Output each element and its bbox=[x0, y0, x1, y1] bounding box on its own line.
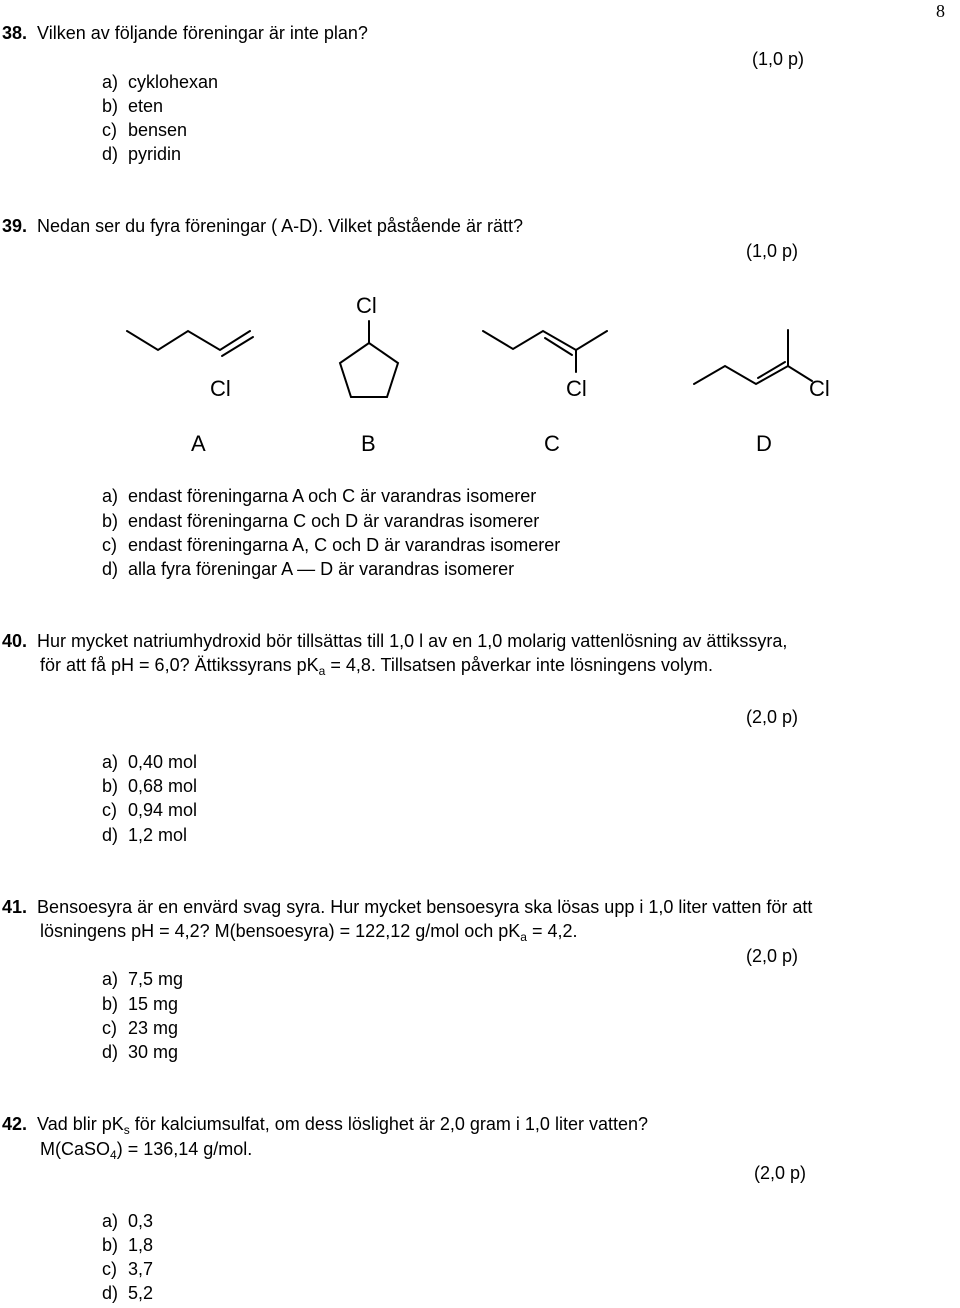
question-text: Vilken av följande föreningar är inte plan? bbox=[37, 23, 368, 43]
option-label: c) bbox=[102, 800, 117, 820]
cyclopentane-ring bbox=[340, 343, 398, 397]
subscript: a bbox=[520, 930, 527, 944]
text-segment: ) = 136,14 g/mol. bbox=[116, 1139, 253, 1159]
option-c bbox=[102, 1019, 178, 1037]
question-number: 39. bbox=[2, 216, 28, 236]
question-text: Nedan ser du fyra föreningar ( A-D). Vilket påstående är rätt? bbox=[37, 216, 523, 236]
option-text: 15 mg bbox=[128, 994, 179, 1014]
option-label: b) bbox=[102, 1235, 119, 1255]
option-a bbox=[102, 970, 183, 988]
option-label: c) bbox=[102, 120, 117, 140]
question-text: Hur mycket natriumhydroxid bör tillsättas till 1,0 l av en 1,0 molarig vattenlösning av ättikssyra, bbox=[37, 631, 788, 651]
carbon-chain bbox=[694, 366, 812, 384]
option-text: alla fyra föreningar A — D är varandras isomerer bbox=[128, 559, 515, 579]
option-text: 0,68 mol bbox=[128, 776, 198, 796]
option-label: b) bbox=[102, 776, 119, 796]
option-label: a) bbox=[102, 486, 119, 506]
option-label: b) bbox=[102, 96, 119, 116]
structures-figure bbox=[0, 280, 960, 460]
structure-label-d: D bbox=[756, 431, 772, 456]
option-b bbox=[102, 777, 197, 795]
option-label: a) bbox=[102, 969, 119, 989]
option-text: endast föreningarna C och D är varandras isomerer bbox=[128, 511, 540, 531]
option-b bbox=[102, 995, 178, 1013]
option-text: 0,94 mol bbox=[128, 800, 198, 820]
option-label: d) bbox=[102, 144, 119, 164]
structure-label-b: B bbox=[361, 431, 376, 456]
points: (1,0 p) bbox=[746, 241, 799, 261]
option-text: pyridin bbox=[128, 144, 182, 164]
option-d bbox=[102, 1043, 178, 1061]
option-a bbox=[102, 753, 197, 771]
option-text: 30 mg bbox=[128, 1042, 179, 1062]
option-b bbox=[102, 97, 163, 115]
option-text: 3,7 bbox=[128, 1259, 154, 1279]
option-label: d) bbox=[102, 559, 119, 579]
structure-d bbox=[694, 330, 812, 384]
option-text: eten bbox=[128, 96, 164, 116]
option-d bbox=[102, 1284, 153, 1302]
option-text: endast föreningarna A och C är varandras isomerer bbox=[128, 486, 537, 506]
option-label: d) bbox=[102, 825, 119, 845]
question-number: 40. bbox=[2, 631, 28, 651]
subscript: 4 bbox=[110, 1148, 117, 1162]
atom-cl: Cl bbox=[566, 376, 587, 401]
question-41-line1 bbox=[2, 898, 812, 916]
question-text: Bensoesyra är en envärd svag syra. Hur mycket bensoesyra ska lösas upp i 1,0 liter vatten för att bbox=[37, 897, 813, 917]
option-label: b) bbox=[102, 511, 119, 531]
option-label: a) bbox=[102, 1211, 119, 1231]
text-segment: för kalciumsulfat, om dess löslighet är 2,0 gram i 1,0 liter vatten? bbox=[129, 1114, 648, 1134]
carbon-chain bbox=[483, 331, 607, 350]
text-segment: Vad blir pK bbox=[37, 1114, 124, 1134]
option-text: 0,40 mol bbox=[128, 752, 198, 772]
text-segment: för att få pH = 6,0? Ättikssyrans pK bbox=[40, 655, 319, 675]
points: (2,0 p) bbox=[746, 946, 799, 966]
atom-cl: Cl bbox=[210, 376, 231, 401]
option-label: a) bbox=[102, 752, 119, 772]
atom-cl: Cl bbox=[356, 293, 377, 318]
structure-b bbox=[340, 321, 398, 397]
option-c bbox=[102, 536, 560, 554]
points: (2,0 p) bbox=[754, 1163, 807, 1183]
option-d bbox=[102, 145, 181, 163]
option-c bbox=[102, 1260, 153, 1278]
question-41-line2 bbox=[40, 921, 578, 944]
option-text: endast föreningarna A, C och D är varandras isomerer bbox=[128, 535, 561, 555]
option-text: 1,2 mol bbox=[128, 825, 188, 845]
option-a bbox=[102, 73, 218, 91]
question-42-line1 bbox=[2, 1114, 648, 1137]
question-40-line1 bbox=[2, 632, 787, 650]
question-number: 42. bbox=[2, 1114, 28, 1134]
question-40-line2 bbox=[40, 655, 714, 678]
option-label: b) bbox=[102, 994, 119, 1014]
option-text: 1,8 bbox=[128, 1235, 154, 1255]
option-b bbox=[102, 512, 539, 530]
atom-cl: Cl bbox=[809, 376, 830, 401]
option-label: d) bbox=[102, 1283, 119, 1303]
question-number: 38. bbox=[2, 23, 28, 43]
option-label: c) bbox=[102, 535, 117, 555]
option-c bbox=[102, 801, 197, 819]
option-text: 5,2 bbox=[128, 1283, 154, 1303]
option-text: 0,3 bbox=[128, 1211, 154, 1231]
structure-a bbox=[127, 331, 253, 356]
points: (1,0 p) bbox=[752, 49, 805, 69]
structure-c bbox=[483, 331, 607, 372]
option-b bbox=[102, 1236, 153, 1254]
question-38-title bbox=[2, 24, 368, 42]
carbon-chain bbox=[127, 331, 250, 350]
option-label: d) bbox=[102, 1042, 119, 1062]
text-segment: = 4,8. Tillsatsen påverkar inte lösningens volym. bbox=[325, 655, 714, 675]
question-number: 41. bbox=[2, 897, 28, 917]
option-d bbox=[102, 560, 514, 578]
question-42-line2 bbox=[40, 1139, 253, 1162]
points: (2,0 p) bbox=[746, 707, 799, 727]
option-text: cyklohexan bbox=[128, 72, 219, 92]
subscript: a bbox=[318, 664, 326, 678]
option-a bbox=[102, 487, 536, 505]
option-text: 7,5 mg bbox=[128, 969, 184, 989]
option-label: a) bbox=[102, 72, 119, 92]
structure-label-c: C bbox=[544, 431, 560, 456]
option-d bbox=[102, 826, 187, 844]
text-segment: M(CaSO bbox=[40, 1139, 111, 1159]
option-c bbox=[102, 121, 187, 139]
subscript: s bbox=[123, 1123, 130, 1137]
option-text: bensen bbox=[128, 120, 188, 140]
option-a bbox=[102, 1212, 153, 1230]
option-label: c) bbox=[102, 1259, 117, 1279]
structure-label-a: A bbox=[191, 431, 206, 456]
option-label: c) bbox=[102, 1018, 117, 1038]
text-segment: lösningens pH = 4,2? M(bensoesyra) = 122,12 g/mol och pK bbox=[40, 921, 521, 941]
page-number: 8 bbox=[936, 1, 945, 21]
text-segment: = 4,2. bbox=[526, 921, 578, 941]
question-39-title bbox=[2, 217, 523, 235]
option-text: 23 mg bbox=[128, 1018, 179, 1038]
